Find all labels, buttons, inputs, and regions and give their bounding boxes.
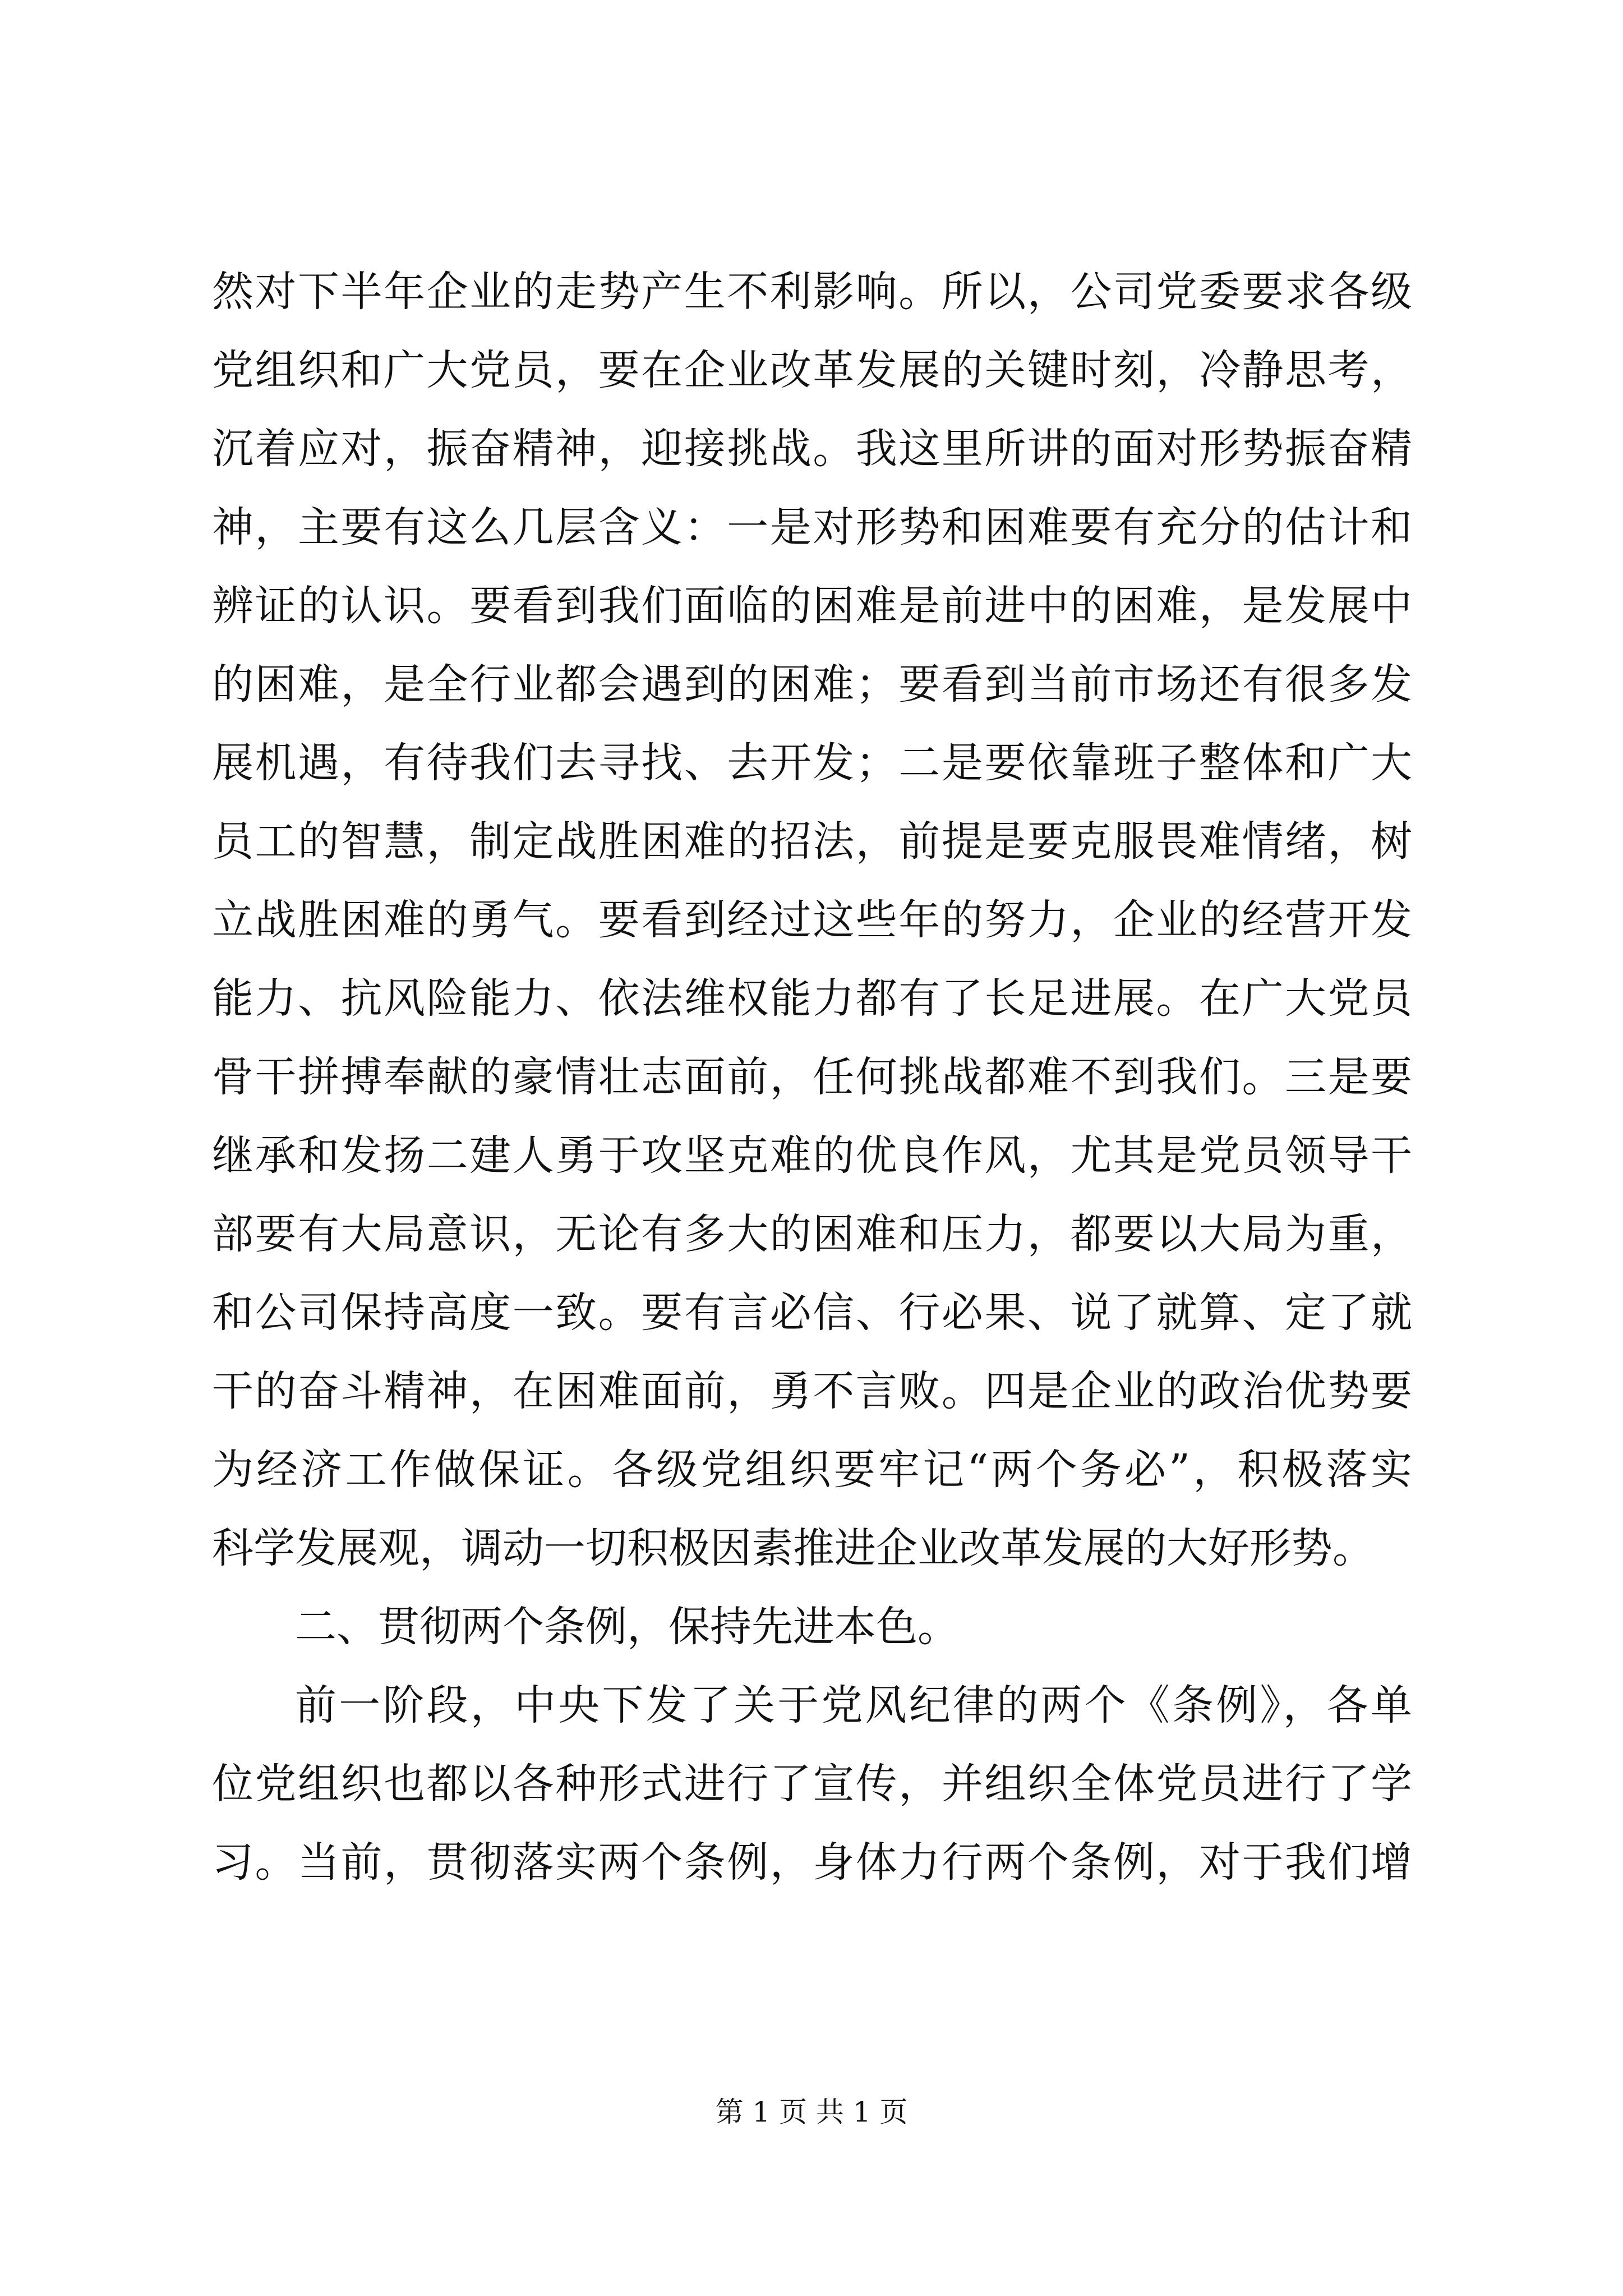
page-footer: 第 1 页 共 1 页: [715, 2096, 908, 2128]
body-line: 能力、抗风险能力、依法维权能力都有了长足进展。在广大党员: [212, 974, 1412, 1023]
body-line: 部要有大局意识，无论有多大的困难和压力，都要以大局为重，: [212, 1210, 1412, 1258]
body-line: 沉着应对，振奋精神，迎接挑战。我这里所讲的面对形势振奋精: [212, 425, 1412, 473]
body-line: 的困难，是全行业都会遇到的困难；要看到当前市场还有很多发: [212, 660, 1412, 708]
body-line: 习。当前，贯彻落实两个条例，身体力行两个条例，对于我们增: [212, 1838, 1412, 1887]
body-line: 党组织和广大党员，要在企业改革发展的关键时刻，冷静思考，: [212, 346, 1412, 394]
body-line: 员工的智慧，制定战胜困难的招法，前提是要克服畏难情绪，树: [212, 817, 1412, 866]
body-line: 辨证的认识。要看到我们面临的困难是前进中的困难，是发展中: [212, 582, 1412, 630]
body-line: 然对下半年企业的走势产生不利影响。所以，公司党委要求各级: [212, 268, 1412, 316]
body-line: 骨干拼搏奉献的豪情壮志面前，任何挑战都难不到我们。三是要: [212, 1053, 1412, 1101]
body-line: 继承和发扬二建人勇于攻坚克难的优良作风，尤其是党员领导干: [212, 1131, 1412, 1180]
body-line: 神，主要有这么几层含义：一是对形势和困难要有充分的估计和: [212, 503, 1412, 551]
document-body: [212, 252, 1412, 1902]
body-line: 位党组织也都以各种形式进行了宣传，并组织全体党员进行了学: [212, 1760, 1412, 1808]
section-heading: 二、贯彻两个条例，保持先进本色。: [295, 1603, 959, 1651]
body-line: 为经济工作做保证。各级党组织要牢记“两个务必”，积极落实: [212, 1446, 1412, 1494]
paragraph-end-line: 科学发展观，调动一切积极因素推进企业改革发展的大好形势。: [212, 1524, 1374, 1572]
body-line: 展机遇，有待我们去寻找、去开发；二是要依靠班子整体和广大: [212, 739, 1412, 787]
body-line: 和公司保持高度一致。要有言必信、行必果、说了就算、定了就: [212, 1289, 1412, 1337]
body-line: 干的奋斗精神，在困难面前，勇不言败。四是企业的政治优势要: [212, 1367, 1412, 1415]
body-line: 立战胜困难的勇气。要看到经过这些年的努力，企业的经营开发: [212, 896, 1412, 944]
paragraph-start-line: 前一阶段，中央下发了关于党风纪律的两个《条例》，各单: [295, 1681, 1412, 1729]
